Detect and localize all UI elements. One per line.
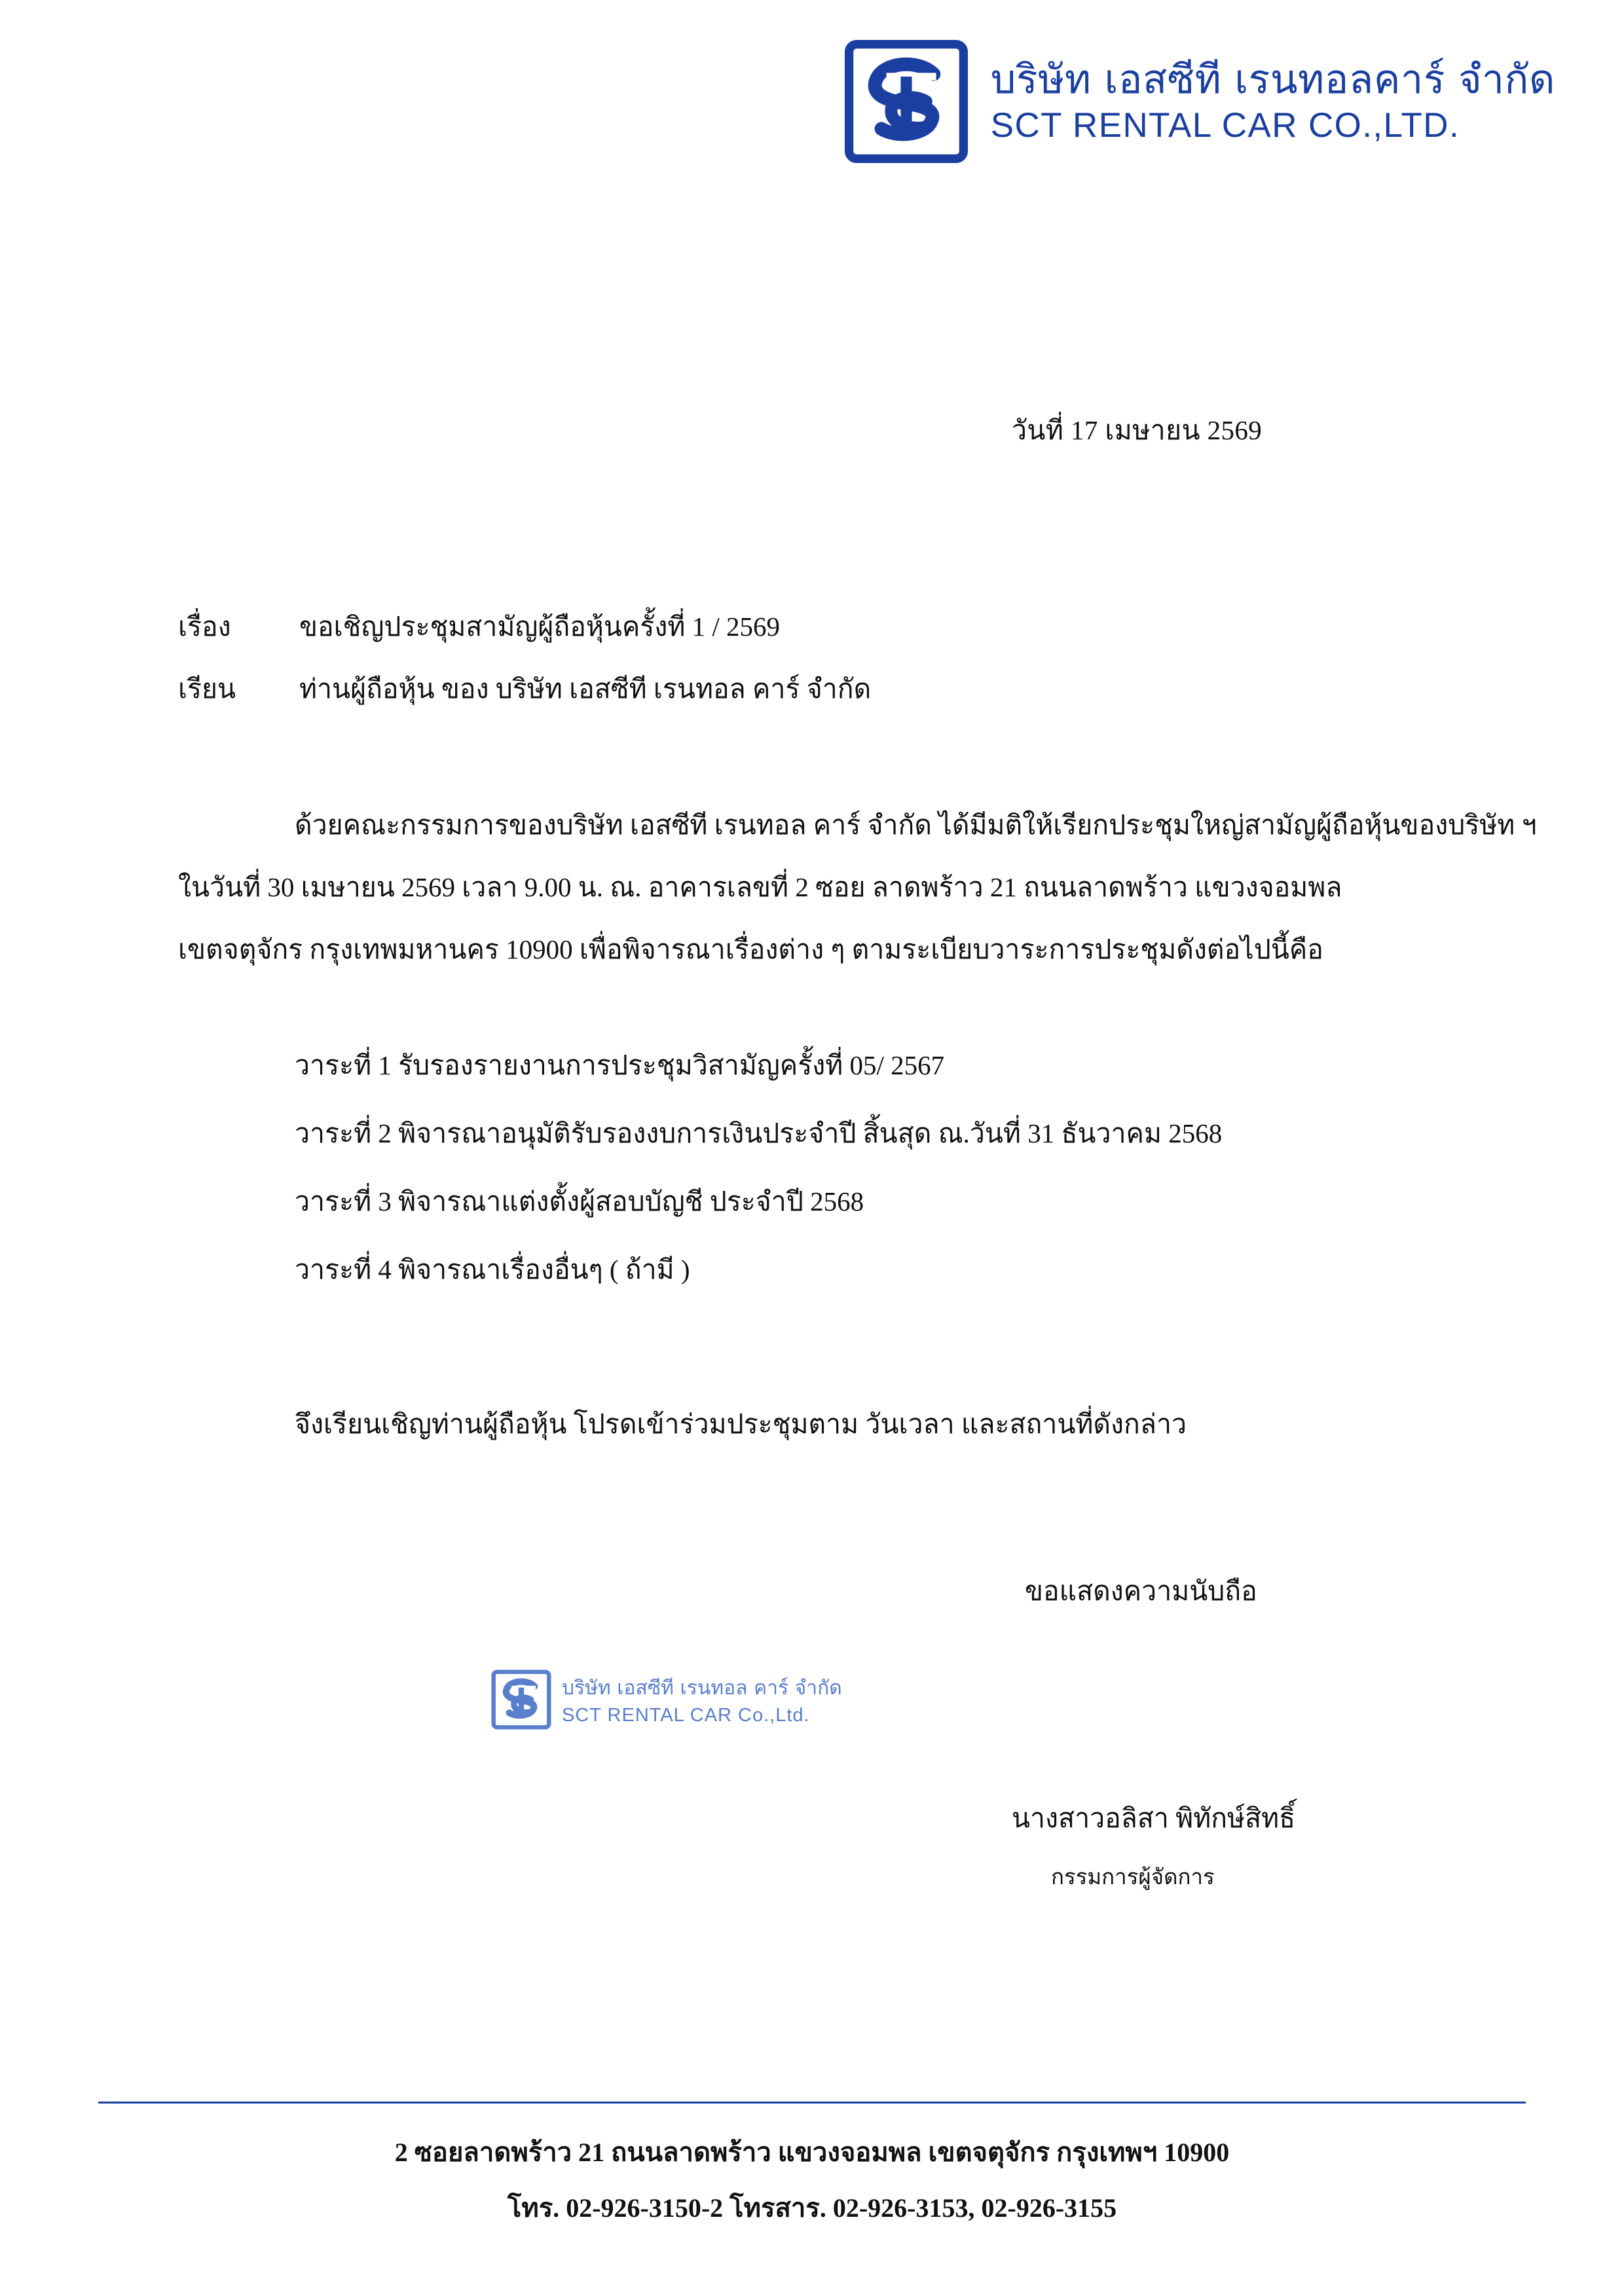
body-paragraph-line: ด้วยคณะกรรมการของบริษัท เอสซีที เรนทอล คาร์ จำกัด ได้มีมติให้เรียกประชุมใหญ่สามัญผู้ถือหุ้นของบริษัท ฯ <box>295 810 1537 840</box>
agenda-item: วาระที่ 2 พิจารณาอนุมัติรับรองงบการเงินประจำปี สิ้นสุด ณ.วันที่ 31 ธันวาคม 2568 <box>295 1118 1223 1148</box>
letterhead <box>844 39 1555 164</box>
regards-line: ขอแสดงความนับถือ <box>1025 1576 1257 1606</box>
agenda-list <box>295 1044 1222 1291</box>
stamp-company-th: บริษัท เอสซีที เรนทอล คาร์ จำกัด <box>562 1677 842 1700</box>
document-date: วันที่ 17 เมษายน 2569 <box>1012 415 1263 445</box>
footer-divider <box>98 2102 1526 2104</box>
subject-label: เรื่อง <box>178 611 231 642</box>
attention-row <box>178 668 871 710</box>
stamp-text <box>562 1673 842 1726</box>
company-name-th: บริษัท เอสซีที เรนทอลคาร์ จำกัด <box>990 56 1555 103</box>
attention-value: ท่านผู้ถือหุ้น ของ บริษัท เอสซีที เรนทอล คาร์ จำกัด <box>299 674 872 704</box>
sct-logo-stamp-icon <box>491 1669 551 1730</box>
subject-value: ขอเชิญประชุมสามัญผู้ถือหุ้นครั้งที่ 1 / 2569 <box>299 611 781 642</box>
stamp-company-en: SCT RENTAL CAR Co.,Ltd. <box>562 1705 810 1726</box>
agenda-item: วาระที่ 4 พิจารณาเรื่องอื่นๆ ( ถ้ามี ) <box>295 1254 690 1285</box>
company-name-en: SCT RENTAL CAR CO.,LTD. <box>990 106 1460 145</box>
sct-logo-icon <box>844 39 969 164</box>
attention-label: เรียน <box>178 674 236 704</box>
agenda-item: วาระที่ 1 รับรองรายงานการประชุมวิสามัญครั้งที่ 05/ 2567 <box>295 1050 945 1080</box>
letterhead-text <box>991 58 1555 145</box>
body-paragraph-line: ในวันที่ 30 เมษายน 2569 เวลา 9.00 น. ณ. อาคารเลขที่ 2 ซอย ลาดพร้าว 21 ถนนลาดพร้าว แขวงจอมพล <box>178 872 1342 902</box>
body-paragraph-line: เขตจตุจักร กรุงเทพมหานคร 10900 เพื่อพิจารณาเรื่องต่าง ๆ ตามระเบียบวาระการประชุมดังต่อไปนี้คือ <box>178 934 1323 964</box>
signer-title: กรรมการผู้จัดการ <box>1051 1866 1215 1889</box>
footer-phone: โทร. 02-926-3150-2 โทรสาร. 02-926-3153, 02-926-3155 <box>507 2193 1117 2223</box>
closing-paragraph: จึงเรียนเชิญท่านผู้ถือหุ้น โปรดเข้าร่วมประชุมตาม วันเวลา และสถานที่ดังกล่าว <box>295 1409 1187 1439</box>
signer-name: นางสาวอลิสา พิทักษ์สิทธิ์ <box>1012 1803 1296 1833</box>
agenda-item: วาระที่ 3 พิจารณาแต่งตั้งผู้สอบบัญชี ประจำปี 2568 <box>295 1186 864 1216</box>
subject-row <box>178 606 780 648</box>
footer-address: 2 ซอยลาดพร้าว 21 ถนนลาดพร้าว แขวงจอมพล เขตจตุจักร กรุงเทพฯ 10900 <box>394 2138 1230 2167</box>
company-stamp <box>491 1669 842 1730</box>
